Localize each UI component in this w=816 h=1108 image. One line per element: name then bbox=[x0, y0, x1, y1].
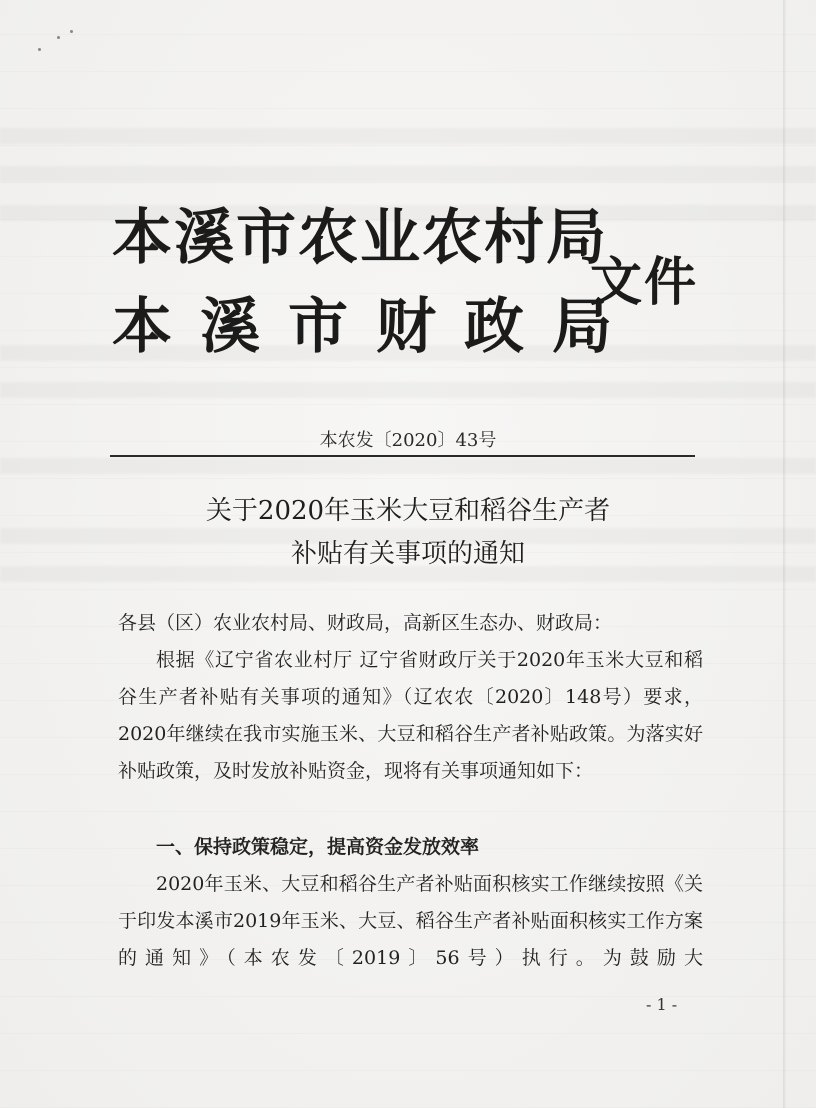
page-number: - 1 - bbox=[646, 995, 678, 1014]
issuing-org-1: 本溪市农业农村局 bbox=[112, 203, 608, 273]
letterhead bbox=[0, 175, 816, 362]
document-number: 本农发〔2020〕43号 bbox=[319, 430, 497, 451]
bleed-through bbox=[0, 382, 816, 398]
body-paragraph-1: 根据《辽宁省农业村厅 辽宁省财政厅关于2020年玉米大豆和稻谷生产者补贴有关事项的通知》（辽农农〔2020〕148号）要求，2020年继续在我市实施玉米、大豆和稻谷生产者补贴政策。为落实好补贴政策，及时发放补贴资金，现将有关事项通知如下： bbox=[118, 649, 703, 782]
salutation: 各县（区）农业农村局、财政局，高新区生态办、财政局： bbox=[118, 612, 613, 634]
bleed-through bbox=[0, 458, 816, 474]
document-type: 文件 bbox=[590, 253, 699, 313]
issuing-org-2: 本溪市财政局 bbox=[112, 292, 640, 362]
notice-title-line-2: 补贴有关事项的通知 bbox=[290, 539, 525, 569]
scan-speck bbox=[57, 36, 60, 39]
bleed-through bbox=[0, 128, 816, 144]
section-heading-1: 一、保持政策稳定，提高资金发放效率 bbox=[156, 836, 480, 858]
scan-speck bbox=[38, 48, 41, 51]
scan-speck bbox=[70, 30, 73, 33]
notice-title-line-1: 关于2020年玉米大豆和稻谷生产者 bbox=[205, 496, 611, 526]
body-paragraph-2: 2020年玉米、大豆和稻谷生产者补贴面积核实工作继续按照《关于印发本溪市2019年玉米、大豆、稻谷生产者补贴面积核实工作方案的通知》（本农发〔2019〕56号）执行。为鼓励大 bbox=[118, 873, 703, 969]
red-header-rule bbox=[110, 455, 695, 457]
